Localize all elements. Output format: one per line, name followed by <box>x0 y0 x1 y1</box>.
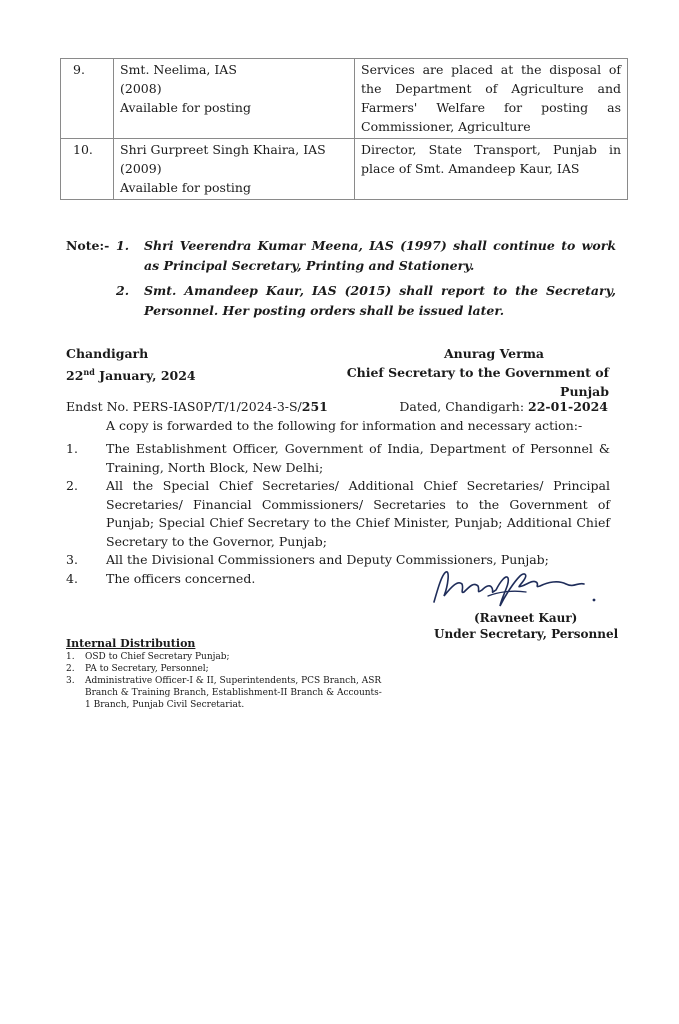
serial-number: 10. <box>61 139 114 200</box>
officer-cell <box>114 139 355 200</box>
internal-distribution <box>66 637 386 711</box>
note-text: Smt. Amandeep Kaur, IAS (2015) shall report to the Secretary, Personnel. Her posting orders shall be issued later. <box>144 283 616 318</box>
list-number: 2. <box>66 664 75 674</box>
signer-block <box>309 344 609 401</box>
copy-forwarded-text: A copy is forwarded to the following for information and necessary action:- <box>106 418 583 433</box>
endorsement-number <box>66 397 328 416</box>
note-number: 1. <box>116 238 130 253</box>
dated-value: 22-01-2024 <box>528 399 608 414</box>
issue-place: Chandigarh <box>66 346 149 361</box>
handwritten-signature <box>428 566 608 614</box>
table-row <box>61 59 628 139</box>
list-item <box>66 477 610 551</box>
issue-place-date <box>66 344 196 385</box>
officer-name: Shri Gurpreet Singh Khaira, IAS <box>120 142 326 157</box>
signatory-name: (Ravneet Kaur) <box>474 611 578 625</box>
signatory-designation: Under Secretary, Personnel <box>434 627 619 641</box>
notes-section <box>66 236 616 320</box>
note-item <box>66 236 616 275</box>
serial-number: 9. <box>61 59 114 139</box>
posting-description: Director, State Transport, Punjab in place of Smt. Amandeep Kaur, IAS <box>355 139 628 200</box>
table-row <box>61 139 628 200</box>
list-number: 2. <box>66 478 78 493</box>
list-text: OSD to Chief Secretary Punjab; <box>85 652 230 662</box>
endorsement-date <box>399 397 608 416</box>
note-text: Shri Veerendra Kumar Meena, IAS (1997) shall continue to work as Principal Secretary, Printing and Stationery. <box>144 238 616 273</box>
list-number: 1. <box>66 441 78 456</box>
signer-title: Chief Secretary to the Government of Punjab <box>346 365 609 399</box>
note-item <box>66 281 616 320</box>
dated-label: Dated, Chandigarh: <box>399 399 529 414</box>
officer-batch: (2008) <box>120 81 162 96</box>
list-number: 3. <box>66 552 78 567</box>
list-text: Administrative Officer-I & II, Superintendents, PCS Branch, ASR Branch & Training Branch, Establishment-II Branch & Accounts-1 Branch, Punjab Civil Secretariat. <box>85 676 382 710</box>
note-spacer <box>66 281 116 320</box>
list-number: 4. <box>66 570 78 586</box>
endorsement-line <box>66 397 608 416</box>
issue-date-day: 22 <box>66 368 84 384</box>
officer-batch: (2009) <box>120 161 162 176</box>
list-number: 1. <box>66 652 75 662</box>
list-item <box>66 440 610 477</box>
list-number: 3. <box>66 676 75 686</box>
officer-name: Smt. Neelima, IAS <box>120 62 237 77</box>
internal-distribution-heading: Internal Distribution <box>66 637 196 650</box>
list-text: PA to Secretary, Personnel; <box>85 664 209 674</box>
list-text: The Establishment Officer, Government of India, Department of Personnel & Training, North Block, New Delhi; <box>106 441 610 475</box>
officer-status: Available for posting <box>120 180 251 195</box>
list-text: The officers concerned. <box>106 570 256 586</box>
officer-status: Available for posting <box>120 100 251 115</box>
list-item <box>66 651 386 663</box>
posting-table <box>60 58 628 200</box>
issue-date <box>66 363 196 385</box>
note-label: Note:- <box>66 238 110 253</box>
endorsement-prefix: Endst No. PERS-IAS0P/T/1/2024-3-S/ <box>66 399 302 414</box>
list-text: All the Divisional Commissioners and Deputy Commissioners, Punjab; <box>106 552 549 567</box>
officer-cell <box>114 59 355 139</box>
issue-date-suffix: nd <box>83 367 95 377</box>
note-number: 2. <box>116 283 130 298</box>
endorsement-no: 251 <box>301 399 328 414</box>
list-text: All the Special Chief Secretaries/ Additional Chief Secretaries/ Principal Secretaries/ Financial Commissioners/ Secretaries to the Government of Punjab; Special Chief Secretary to the Chief Minister, Punjab; Additional Chief Secretary to the Governor, Punjab; <box>106 478 610 549</box>
list-item <box>66 663 386 675</box>
issue-date-rest: January, 2024 <box>94 368 196 384</box>
list-item <box>66 675 386 711</box>
signer-name: Anurag Verma <box>443 346 545 361</box>
posting-description: Services are placed at the disposal of the Department of Agriculture and Farmers' Welfare for posting as Commissioner, Agriculture <box>355 59 628 139</box>
